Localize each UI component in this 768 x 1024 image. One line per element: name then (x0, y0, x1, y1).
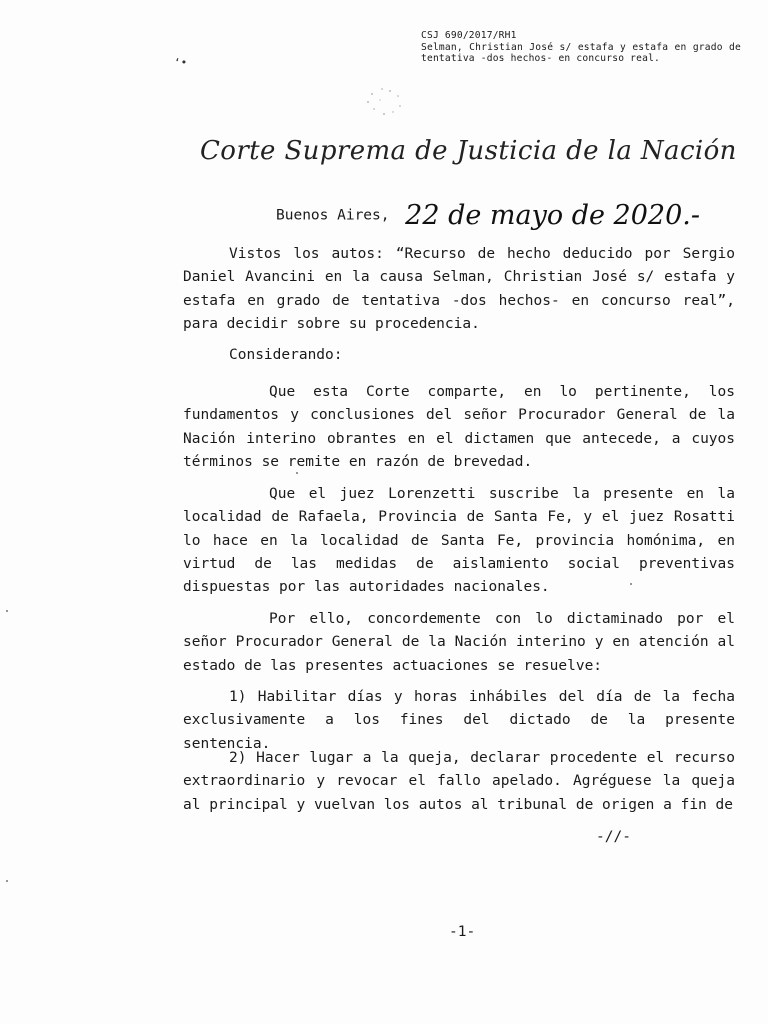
scan-speck (6, 610, 8, 612)
case-title: Selman, Christian José s/ estafa y estafa en grado de tentativa -dos hechos- en concurso real. (421, 41, 741, 65)
paragraph-text: 1) Habilitar días y horas inhábiles del día de la fecha exclusivamente a los fines del dictado de la presente sentencia. (183, 689, 735, 752)
paragraph-text: 2) Hacer lugar a la queja, declarar procedente el recurso extraordinario y revocar el fallo apelado. Agréguese la queja al principal y vuelvan los autos al tribunal de origen a fin de (183, 750, 735, 813)
handwritten-date: 22 de mayo de 2020.- (405, 200, 700, 231)
paragraph-text: Que esta Corte comparte, en lo pertinente, los fundamentos y conclusiones del señor Procurador General de la Nación interino obrantes en el dictamen que antecede, a cuyos términos se remite en razón de brevedad. (183, 384, 735, 470)
paragraph-text: Considerando: (229, 347, 343, 363)
paragraph-considerando (183, 344, 735, 367)
scan-speck (630, 583, 632, 585)
paragraph-por-ello (183, 608, 735, 678)
paragraph-text: Vistos los autos: “Recurso de hecho deducido por Sergio Daniel Avancini en la causa Selman, Christian José s/ estafa y estafa en grado de tentativa -dos hechos- en concurso real”, para decidir sobre su procedencia. (183, 246, 735, 332)
court-name: Corte Suprema de Justicia de la Nación (200, 136, 737, 166)
faint-seal-stamp (360, 82, 410, 122)
paragraph-considerando-1 (183, 381, 735, 474)
paragraph-text: Por ello, concordemente con lo dictaminado por el señor Procurador General de la Nación interino y en atención al estado de las presentes actuaciones se resuelve: (183, 611, 735, 674)
case-number: CSJ 690/2017/RH1 (421, 30, 517, 41)
date-place: Buenos Aires, (276, 207, 390, 224)
scan-speck (296, 472, 298, 474)
case-reference (421, 30, 741, 65)
paragraph-text: Que el juez Lorenzetti suscribe la presente en la localidad de Rafaela, Provincia de Santa Fe, y el juez Rosatti lo hace en la localidad de Santa Fe, provincia homónima, en virtud de las medidas de aislamiento social preventivas dispuestas por las autoridades nacionales. (183, 486, 735, 596)
page-number: -1- (449, 924, 476, 940)
continuation-mark: -//- (596, 829, 631, 845)
scan-speck (6, 880, 8, 882)
scan-mark: ‘• (174, 56, 188, 69)
resolution-item-1 (183, 686, 735, 756)
paragraph-considerando-2 (183, 483, 735, 599)
paragraph-vistos (183, 243, 735, 336)
resolution-item-2 (183, 747, 735, 817)
date-line (276, 200, 700, 231)
